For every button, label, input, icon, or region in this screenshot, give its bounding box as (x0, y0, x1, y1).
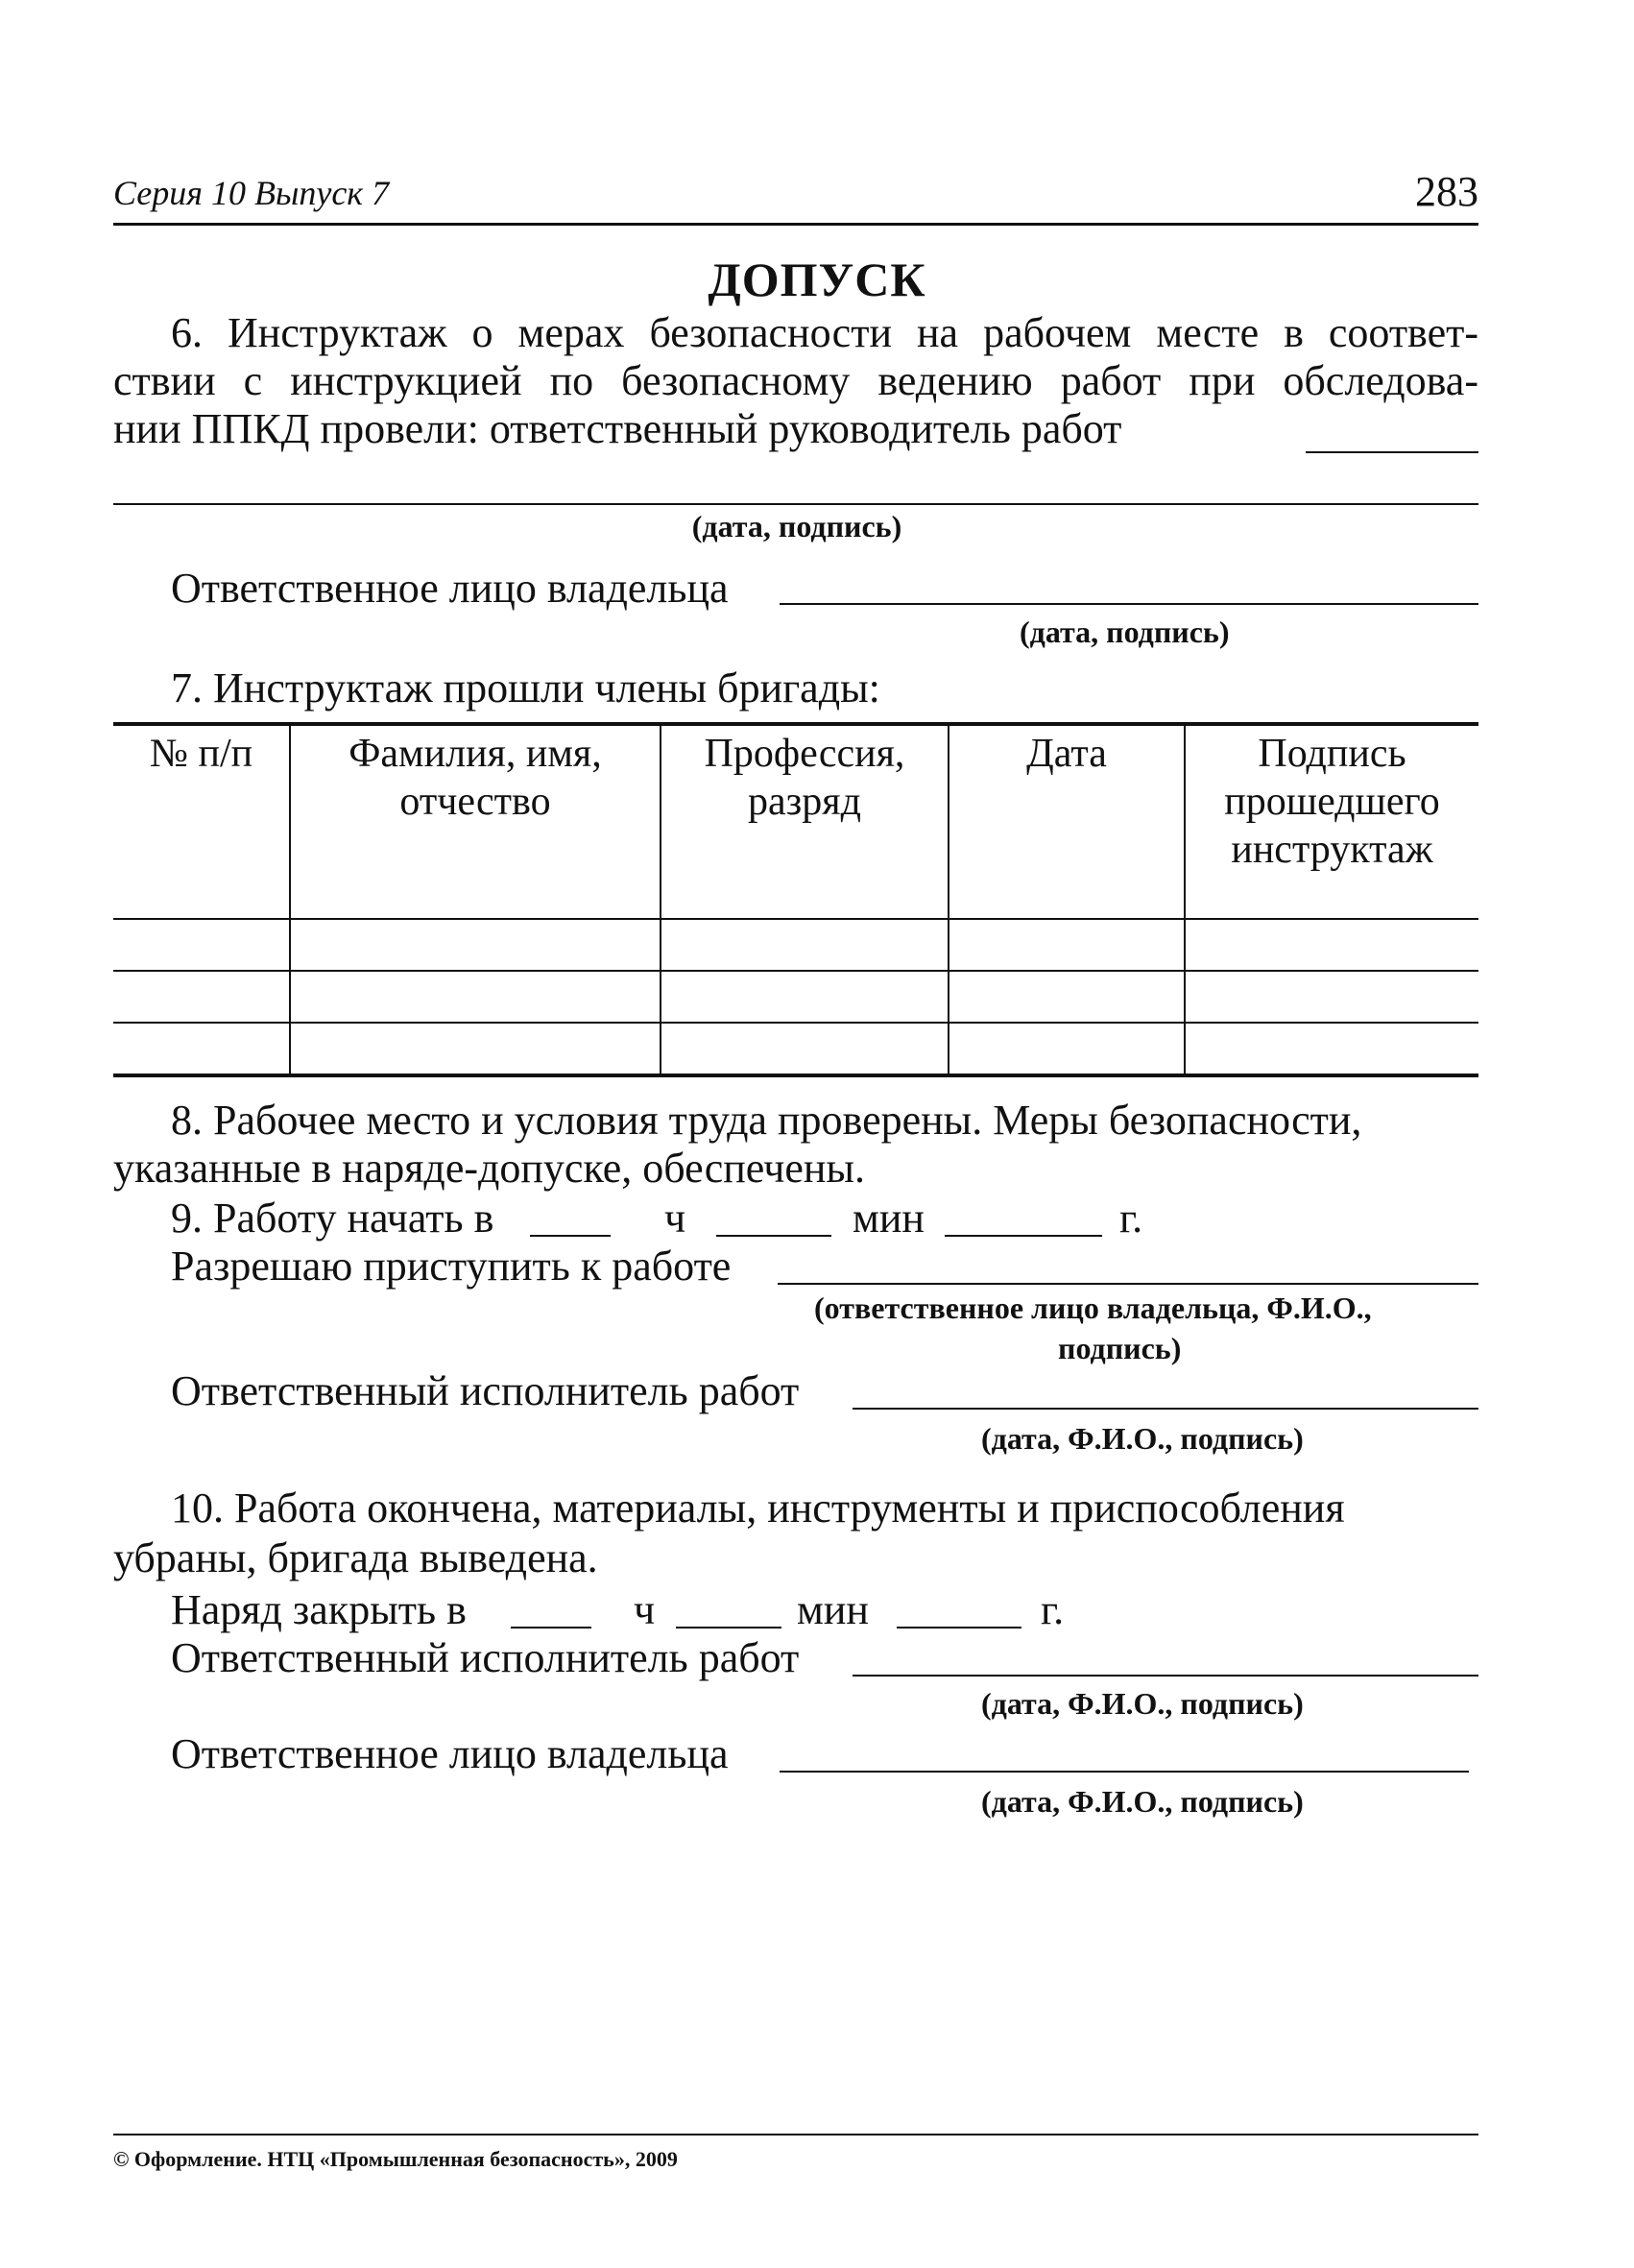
owner-signature-hint: (дата, подпись) (1020, 615, 1230, 649)
close-hour-unit: ч (634, 1586, 656, 1633)
close-owner-label: Ответственное лицо владельца (171, 1730, 729, 1777)
section-8-line-1: 8. Рабочее место и условия труда проверены. Меры безопасности, (171, 1097, 1362, 1144)
executor-label: Ответственный исполнитель работ (171, 1367, 800, 1414)
close-executor-signature-line[interactable] (853, 1675, 1478, 1677)
permit-hint-line-1: (ответственное лицо владельца, Ф.И.О., (814, 1291, 1372, 1325)
executor-signature-line[interactable] (853, 1408, 1478, 1410)
table-cell[interactable] (949, 919, 1185, 971)
table-cell[interactable] (661, 919, 949, 971)
section-7-label: 7. Инструктаж прошли члены бригады: (171, 664, 880, 712)
owner-signature-line[interactable] (780, 603, 1478, 605)
section-6-line-2: ствии с инструкцией по безопасному ведению работ при обследова- (113, 357, 1478, 404)
table-header-row (113, 724, 1478, 919)
close-hour-field[interactable] (511, 1627, 591, 1629)
section-10-line-2: убраны, бригада выведена. (113, 1534, 598, 1581)
col-header-number: № п/п (113, 724, 290, 919)
close-time-prefix: Наряд закрыть в (171, 1586, 467, 1633)
col-header-signature: Подпись прошедшего инструктаж (1185, 724, 1478, 919)
table-cell[interactable] (949, 971, 1185, 1023)
executor-hint: (дата, Ф.И.О., подпись) (981, 1421, 1304, 1456)
table-cell[interactable] (113, 1023, 290, 1075)
close-year-unit: г. (1041, 1586, 1065, 1633)
close-owner-hint: (дата, Ф.И.О., подпись) (981, 1784, 1304, 1819)
close-minute-field[interactable] (676, 1627, 781, 1629)
start-date-field[interactable] (945, 1235, 1102, 1237)
permit-hint-line-2: подпись) (1058, 1331, 1182, 1365)
series-label: Серия 10 Выпуск 7 (113, 174, 390, 212)
permit-signature-line[interactable] (778, 1283, 1478, 1285)
table-cell[interactable] (1185, 919, 1478, 971)
table-cell[interactable] (1185, 1023, 1478, 1075)
start-hour-field[interactable] (530, 1235, 611, 1237)
table-cell[interactable] (290, 971, 661, 1023)
close-executor-label: Ответственный исполнитель работ (171, 1634, 800, 1681)
col-header-profession: Профессия, разряд (661, 724, 949, 919)
close-minute-unit: мин (797, 1586, 869, 1633)
table-cell[interactable] (113, 971, 290, 1023)
section-10-line-1: 10. Работа окончена, материалы, инструменты и приспособления (171, 1484, 1345, 1532)
permit-label: Разрешаю приступить к работе (171, 1243, 732, 1290)
table-cell[interactable] (290, 919, 661, 971)
table-row (113, 919, 1478, 971)
start-time-prefix: 9. Работу начать в (171, 1194, 494, 1242)
col-header-date: Дата (949, 724, 1185, 919)
footer-divider (113, 2134, 1478, 2135)
table-cell[interactable] (661, 971, 949, 1023)
table-cell[interactable] (113, 919, 290, 971)
close-date-field[interactable] (897, 1627, 1021, 1629)
table-row (113, 1023, 1478, 1075)
copyright-notice: © Оформление. НТЦ «Промышленная безопасность», 2009 (113, 2147, 678, 2171)
start-hour-unit: ч (664, 1194, 686, 1242)
col-header-full-name: Фамилия, имя, отчество (290, 724, 661, 919)
owner-responsible-label: Ответственное лицо владельца (171, 565, 729, 612)
supervisor-signature-line[interactable] (113, 503, 1478, 505)
page-number: 283 (1415, 168, 1478, 215)
brigade-instruction-table (113, 722, 1478, 1077)
supervisor-signature-hint: (дата, подпись) (691, 509, 902, 543)
page-title: ДОПУСК (708, 253, 926, 306)
header-divider (113, 223, 1478, 226)
section-8-line-2: указанные в наряде-допуске, обеспечены. (113, 1145, 865, 1192)
start-minute-unit: мин (853, 1194, 925, 1242)
table-row (113, 971, 1478, 1023)
close-executor-hint: (дата, Ф.И.О., подпись) (981, 1686, 1304, 1721)
table-cell[interactable] (949, 1023, 1185, 1075)
section-6-line-3: нии ППКД провели: ответственный руководитель работ (113, 405, 1122, 452)
start-minute-field[interactable] (716, 1235, 831, 1237)
close-owner-signature-line[interactable] (780, 1771, 1469, 1773)
supervisor-signature-line-end[interactable] (1306, 451, 1478, 453)
section-6-paragraph (113, 309, 1478, 453)
section-6-line-1: 6. Инструктаж о мерах безопасности на рабочем месте в соответ- (171, 309, 1478, 356)
table-cell[interactable] (661, 1023, 949, 1075)
table-cell[interactable] (1185, 971, 1478, 1023)
table-cell[interactable] (290, 1023, 661, 1075)
start-year-unit: г. (1119, 1194, 1143, 1242)
